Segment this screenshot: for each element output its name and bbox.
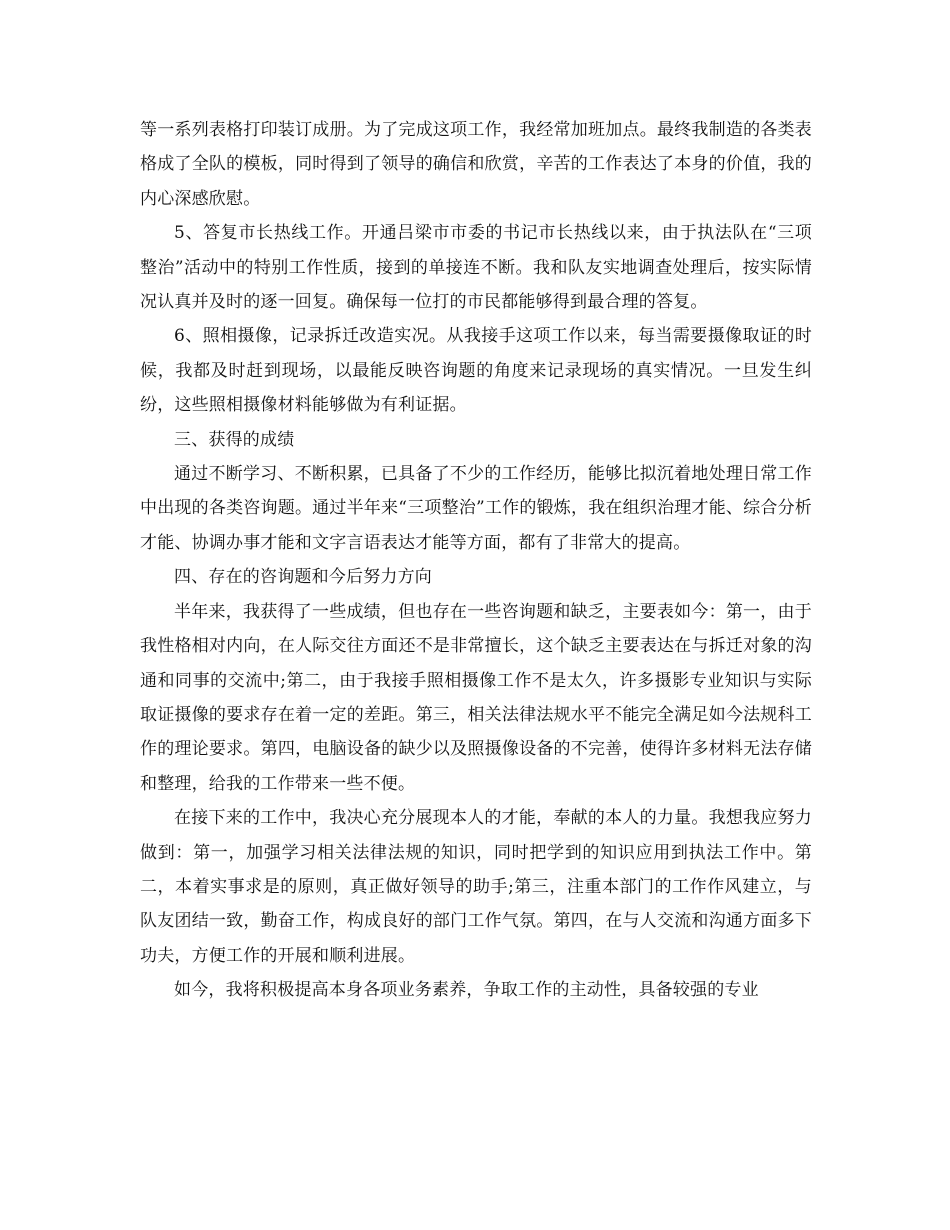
document-body	[140, 113, 812, 1008]
paragraph-mayor-hotline: 5、答复市长热线工作。开通吕梁市市委的书记市长热线以来，由于执法队在“三项整治”活动中的特别工作性质，接到的单接连不断。我和队友实地调查处理后，按实际情况认真并及时的逐一回复。确保每一位打的市民都能够得到最合理的答复。	[140, 223, 812, 313]
paragraph-future-work: 在接下来的工作中，我决心充分展现本人的才能，奉献的本人的力量。我想我应努力做到：第一，加强学习相关法律法规的知识，同时把学到的知识应用到执法工作中。第二，本着实事求是的原则，真正做好领导的助手;第三，注重本部门的工作作风建立，与队友团结一致，勤奋工作，构成良好的部门工作气氛。第四，在与人交流和沟通方面多下功夫，方便工作的开展和顺利进展。	[140, 808, 812, 966]
section-heading-problems-direction: 四、存在的咨询题和今后努力方向	[174, 567, 432, 588]
section-heading-achievements: 三、获得的成绩	[174, 429, 295, 450]
paragraph-photography: 6、照相摄像，记录拆迁改造实况。从我接手这项工作以来，每当需要摄像取证的时候，我都及时赶到现场，以最能反映咨询题的角度来记录现场的真实情况。一旦发生纠纷，这些照相摄像材料能够做为有利证据。	[140, 326, 812, 416]
paragraph-achievements: 通过不断学习、不断积累，已具备了不少的工作经历，能够比拟沉着地处理日常工作中出现的各类咨询题。通过半年来“三项整治”工作的锻炼，我在组织治理才能、综合分析才能、协调办事才能和文字言语表达才能等方面，都有了非常大的提高。	[140, 464, 812, 553]
paragraph-improvement: 如今，我将积极提高本身各项业务素养，争取工作的主动性，具备较强的专业	[174, 980, 759, 1001]
paragraph-problems: 半年来，我获得了一些成绩，但也存在一些咨询题和缺乏，主要表如今：第一，由于我性格相对内向，在人际交往方面还不是非常擅长，这个缺乏主要表达在与拆迁对象的沟通和同事的交流中;第二，由于我接手照相摄像工作不是太久，许多摄影专业知识与实际取证摄像的要求存在着一定的差距。第三，相关法律法规水平不能完全满足如今法规科工作的理论要求。第四，电脑设备的缺少以及照摄像设备的不完善，使得许多材料无法存储和整理，给我的工作带来一些不便。	[140, 601, 812, 794]
paragraph-table-printing: 等一系列表格打印装订成册。为了完成这项工作，我经常加班加点。最终我制造的各类表格成了全队的模板，同时得到了领导的确信和欣赏，辛苦的工作表达了本身的价值，我的内心深感欣慰。	[140, 120, 812, 209]
